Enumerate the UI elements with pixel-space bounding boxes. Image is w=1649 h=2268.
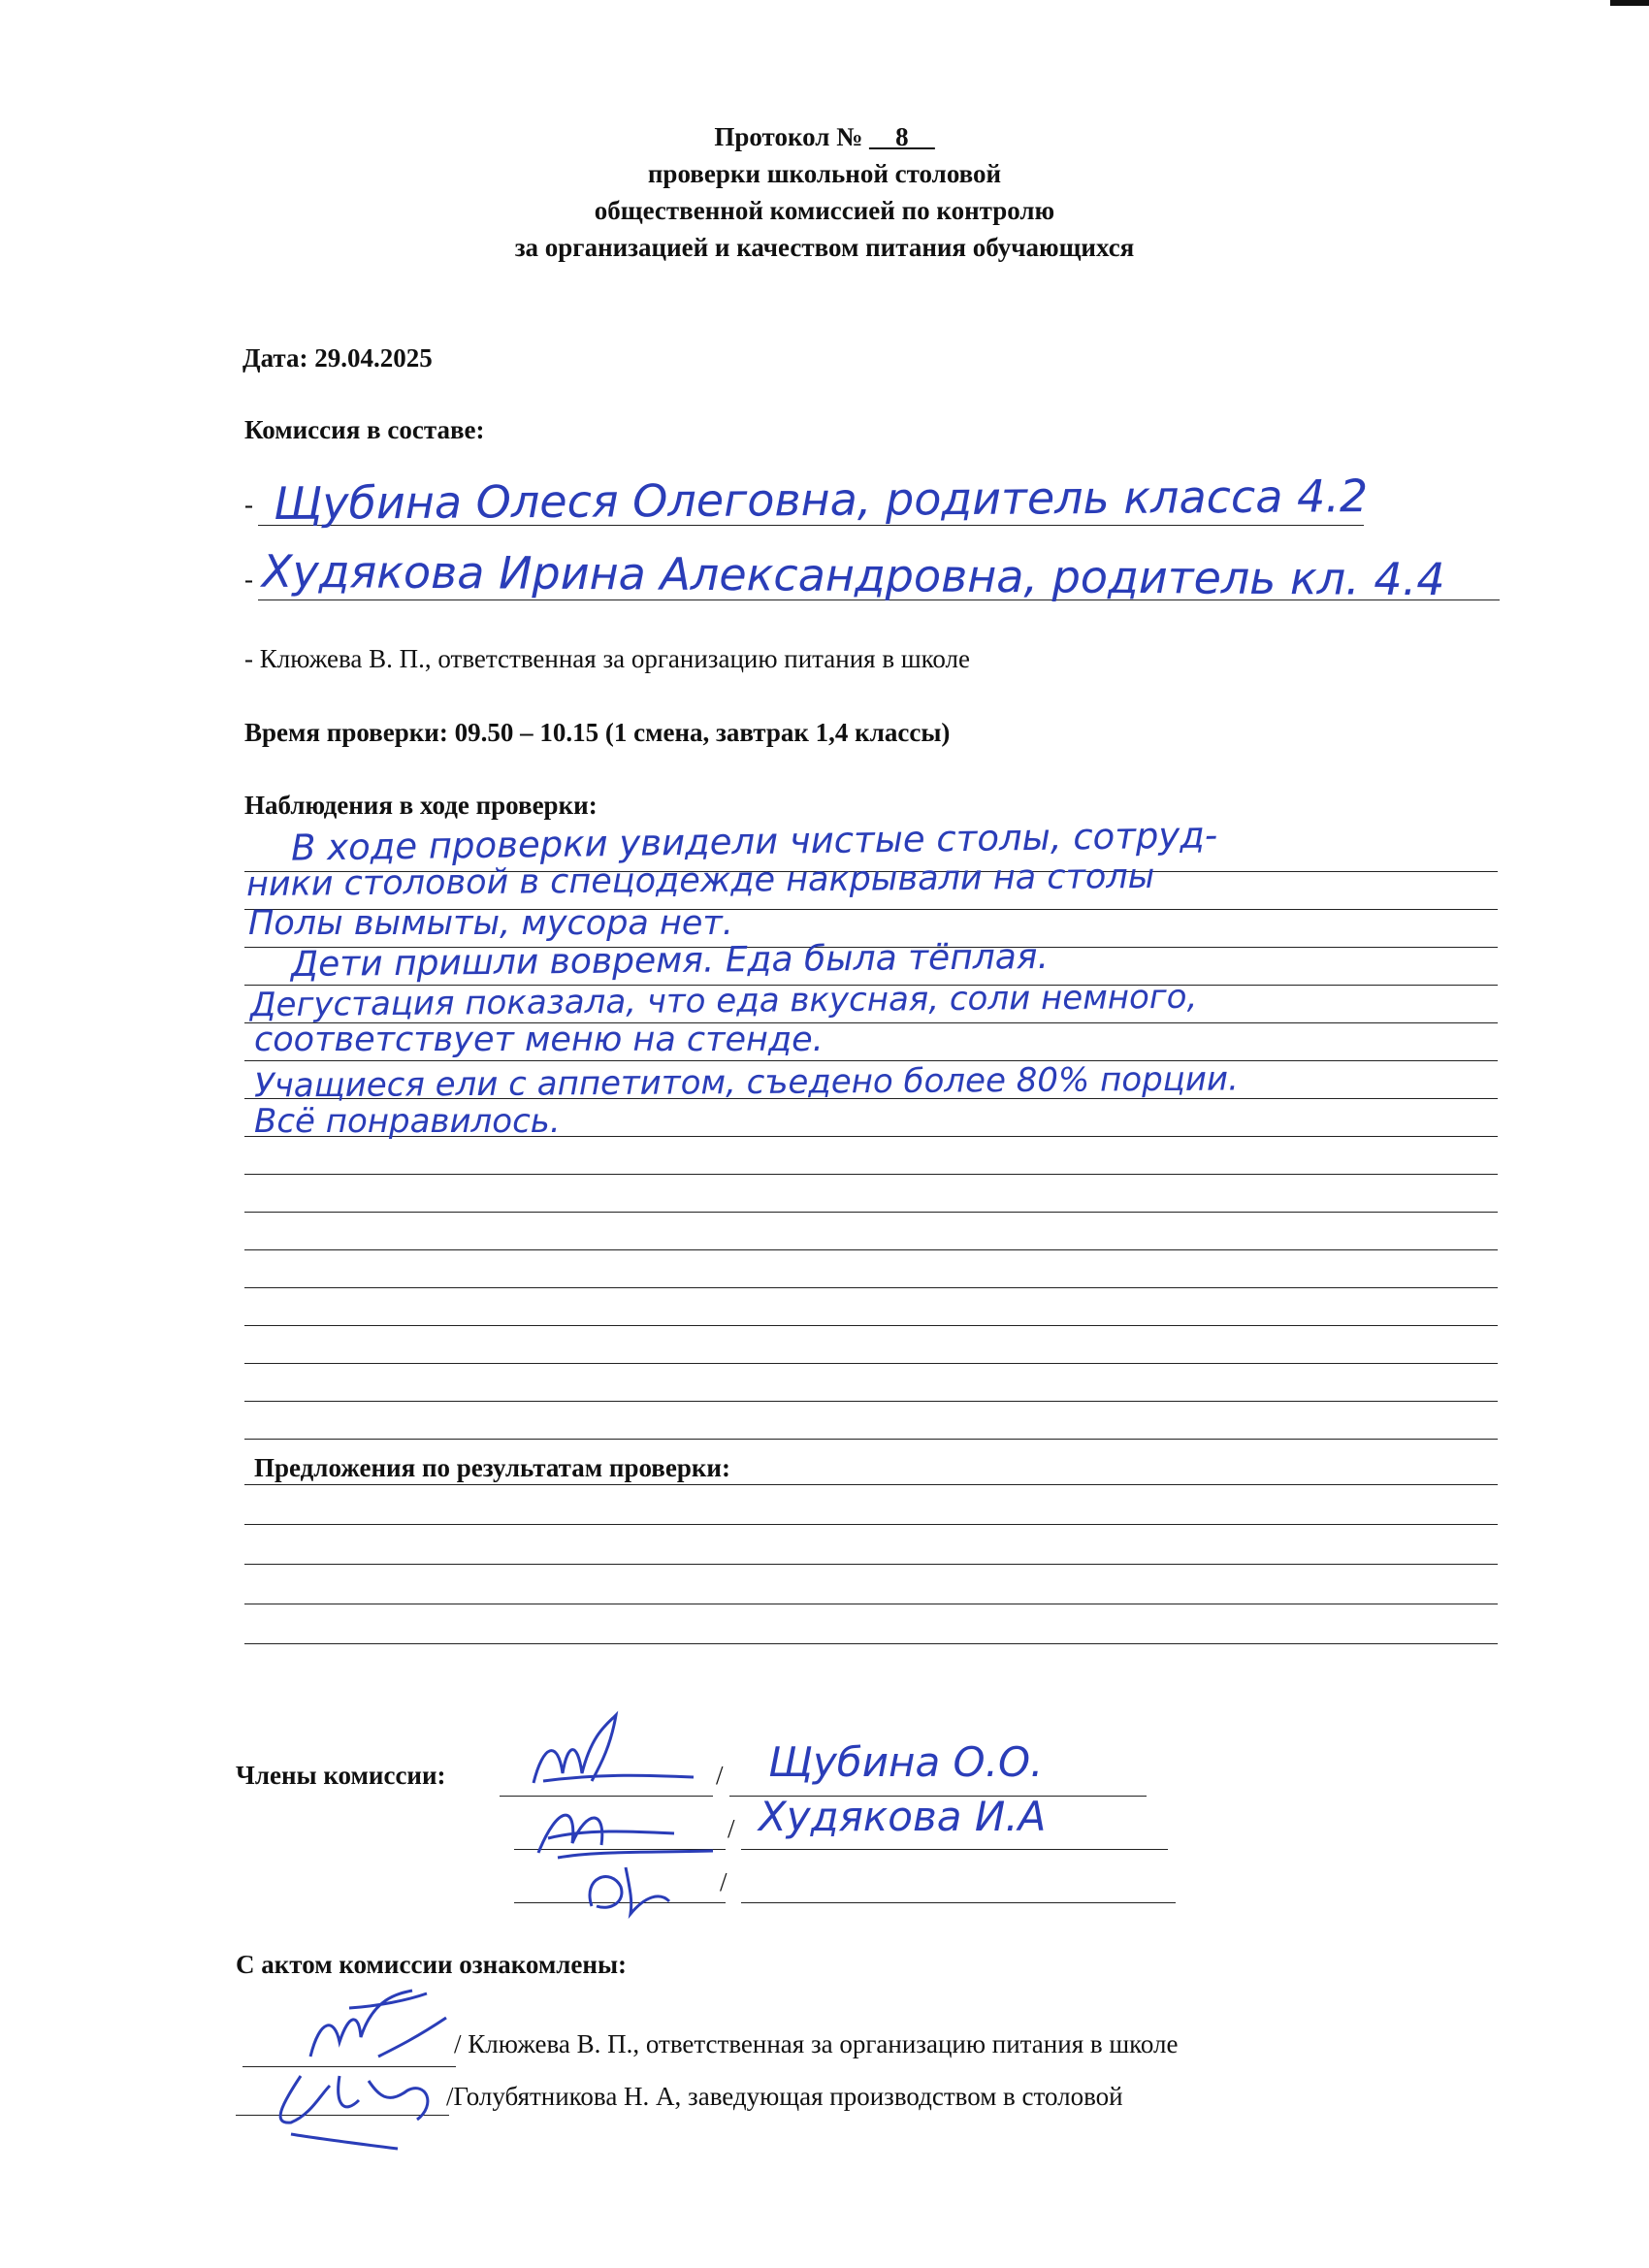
name-line xyxy=(741,1849,1168,1850)
member-2-dash: - xyxy=(244,565,253,594)
signature-3 xyxy=(572,1848,698,1926)
observation-text: В ходе проверки увидели чистые столы, сотруд- xyxy=(290,814,1218,869)
acknowledged-label: С актом комиссии ознакомлены: xyxy=(236,1950,628,1979)
signature-5 xyxy=(233,2047,446,2163)
observations-label: Наблюдения в ходе проверки: xyxy=(244,791,598,820)
members-label: Члены комиссии: xyxy=(236,1761,446,1790)
observation-line xyxy=(244,1060,1498,1061)
separator: / xyxy=(720,1867,728,1896)
observation-line xyxy=(244,1325,1498,1326)
name-line xyxy=(741,1902,1176,1903)
protocol-title-line: Протокол № __8__ xyxy=(714,122,935,151)
member-3-text: - Клюжева В. П., ответственная за организацию питания в школе xyxy=(244,644,970,673)
observation-line xyxy=(244,1439,1498,1440)
proposals-label: Предложения по результатам проверки: xyxy=(254,1453,730,1482)
separator: / xyxy=(716,1761,724,1790)
observation-text: ники столовой в спецодежде накрывали на столы xyxy=(245,857,1155,905)
proposal-line xyxy=(244,1643,1498,1644)
observation-line xyxy=(244,1249,1498,1250)
observation-line xyxy=(244,1174,1498,1175)
observation-line xyxy=(244,1287,1498,1288)
acknowledged-person-1: / Клюжева В. П., ответственная за организацию питания в школе xyxy=(454,2029,1179,2058)
check-time-label: Время проверки: 09.50 – 10.15 (1 смена, завтрак 1,4 классы) xyxy=(244,718,951,747)
separator: / xyxy=(728,1814,735,1843)
observation-text: Учащиеся ели с аппетитом, съедено более 80% порции. xyxy=(253,1059,1239,1106)
observation-text: Дегустация показала, что еда вкусная, соли немного, xyxy=(249,977,1198,1025)
member-name-1: Щубина О.О. xyxy=(768,1738,1044,1786)
document-title xyxy=(0,118,1649,266)
observation-line xyxy=(244,1401,1498,1402)
acknowledged-person-2: /Голубятникова Н. А, заведующая производством в столовой xyxy=(446,2082,1123,2111)
observation-text: Всё понравилось. xyxy=(254,1102,561,1141)
title-line-3: общественной комиссией по контролю xyxy=(594,196,1055,225)
member-1-handwriting: Щубина Олеся Олеговна, родитель класса 4.2 xyxy=(273,470,1369,530)
date-label: Дата: 29.04.2025 xyxy=(242,343,433,373)
proposal-line xyxy=(244,1484,1498,1485)
member-name-2: Худякова И.А xyxy=(759,1793,1047,1840)
observation-text: Дети пришли вовремя. Еда была тёплая. xyxy=(290,936,1050,986)
observation-line xyxy=(244,1212,1498,1213)
protocol-number: __8__ xyxy=(869,122,935,151)
member-1-dash: - xyxy=(244,490,253,519)
observation-text: Полы вымыты, мусора нет. xyxy=(248,904,733,943)
title-line-4: за организацией и качеством питания обучающихся xyxy=(514,233,1135,262)
member-2-handwriting: Худякова Ирина Александровна, родитель кл. 4.4 xyxy=(261,544,1445,606)
observation-line xyxy=(244,1363,1498,1364)
observation-text: соответствует меню на стенде. xyxy=(254,1021,824,1059)
proposal-line xyxy=(244,1524,1498,1525)
proposal-line xyxy=(244,1564,1498,1565)
scan-corner-mark xyxy=(1610,0,1649,6)
commission-label: Комиссия в составе: xyxy=(244,415,485,444)
title-line-2: проверки школьной столовой xyxy=(647,159,1002,188)
